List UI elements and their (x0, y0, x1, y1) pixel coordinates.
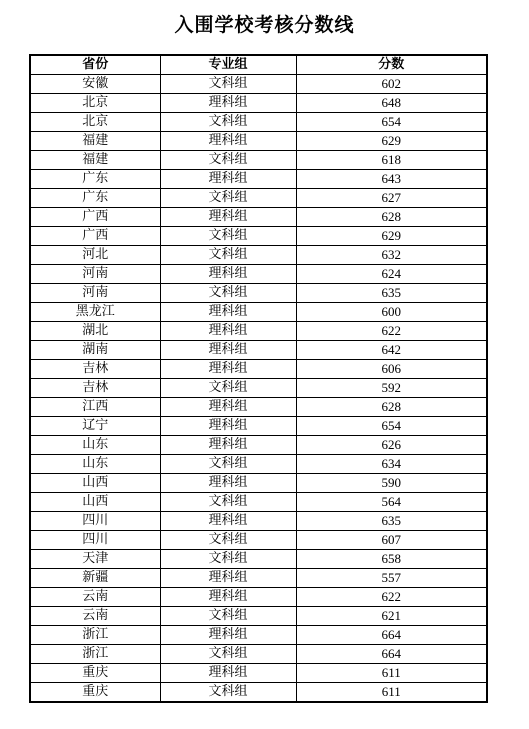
cell-province: 江西 (30, 398, 160, 417)
cell-group: 理科组 (160, 322, 296, 341)
table-row (30, 550, 487, 569)
table-row (30, 246, 487, 265)
cell-score: 622 (296, 588, 487, 607)
cell-province: 湖北 (30, 322, 160, 341)
cell-score: 629 (296, 227, 487, 246)
cell-province: 山东 (30, 436, 160, 455)
cell-score: 590 (296, 474, 487, 493)
cell-group: 理科组 (160, 94, 296, 113)
cell-group: 文科组 (160, 189, 296, 208)
cell-score: 642 (296, 341, 487, 360)
cell-score: 664 (296, 626, 487, 645)
cell-group: 理科组 (160, 341, 296, 360)
table-row (30, 94, 487, 113)
cell-score: 643 (296, 170, 487, 189)
cell-group: 理科组 (160, 417, 296, 436)
cell-score: 602 (296, 75, 487, 94)
table-row (30, 436, 487, 455)
table-row (30, 189, 487, 208)
cell-province: 四川 (30, 531, 160, 550)
cell-group: 文科组 (160, 455, 296, 474)
header-score: 分数 (296, 55, 487, 75)
cell-group: 文科组 (160, 379, 296, 398)
cell-province: 安徽 (30, 75, 160, 94)
cell-score: 654 (296, 417, 487, 436)
cell-group: 理科组 (160, 303, 296, 322)
cell-group: 理科组 (160, 398, 296, 417)
cell-score: 611 (296, 664, 487, 683)
cell-province: 山西 (30, 474, 160, 493)
cell-province: 河南 (30, 284, 160, 303)
cell-score: 634 (296, 455, 487, 474)
cell-score: 622 (296, 322, 487, 341)
table-row (30, 284, 487, 303)
cell-group: 理科组 (160, 170, 296, 189)
cell-score: 607 (296, 531, 487, 550)
cell-group: 理科组 (160, 569, 296, 588)
cell-province: 吉林 (30, 379, 160, 398)
cell-province: 北京 (30, 94, 160, 113)
cell-group: 理科组 (160, 436, 296, 455)
cell-province: 福建 (30, 151, 160, 170)
cell-province: 浙江 (30, 645, 160, 664)
table-row (30, 417, 487, 436)
cell-province: 北京 (30, 113, 160, 132)
cell-score: 628 (296, 398, 487, 417)
cell-score: 632 (296, 246, 487, 265)
table-row (30, 170, 487, 189)
table-row (30, 75, 487, 94)
cell-group: 文科组 (160, 113, 296, 132)
score-table (29, 54, 488, 703)
header-province: 省份 (30, 55, 160, 75)
cell-province: 山西 (30, 493, 160, 512)
cell-group: 理科组 (160, 626, 296, 645)
cell-group: 文科组 (160, 227, 296, 246)
cell-group: 理科组 (160, 664, 296, 683)
cell-score: 618 (296, 151, 487, 170)
cell-group: 文科组 (160, 607, 296, 626)
table-row (30, 113, 487, 132)
table-row (30, 626, 487, 645)
cell-group: 文科组 (160, 75, 296, 94)
cell-province: 黑龙江 (30, 303, 160, 322)
table-row (30, 265, 487, 284)
cell-score: 629 (296, 132, 487, 151)
table-row (30, 683, 487, 703)
cell-score: 654 (296, 113, 487, 132)
cell-province: 重庆 (30, 683, 160, 703)
table-row (30, 664, 487, 683)
cell-province: 山东 (30, 455, 160, 474)
cell-group: 理科组 (160, 265, 296, 284)
table-row (30, 512, 487, 531)
document-title: 入围学校考核分数线 (174, 14, 355, 36)
table-row (30, 493, 487, 512)
cell-score: 621 (296, 607, 487, 626)
cell-group: 文科组 (160, 493, 296, 512)
cell-group: 文科组 (160, 284, 296, 303)
cell-group: 理科组 (160, 512, 296, 531)
cell-score: 606 (296, 360, 487, 379)
cell-group: 文科组 (160, 645, 296, 664)
cell-score: 628 (296, 208, 487, 227)
table-row (30, 455, 487, 474)
cell-province: 河南 (30, 265, 160, 284)
cell-score: 564 (296, 493, 487, 512)
cell-group: 文科组 (160, 550, 296, 569)
table-row (30, 151, 487, 170)
cell-group: 理科组 (160, 474, 296, 493)
table-row (30, 360, 487, 379)
cell-score: 664 (296, 645, 487, 664)
cell-province: 吉林 (30, 360, 160, 379)
table-row (30, 645, 487, 664)
cell-province: 广西 (30, 208, 160, 227)
header-group: 专业组 (160, 55, 296, 75)
cell-province: 广西 (30, 227, 160, 246)
cell-score: 627 (296, 189, 487, 208)
cell-score: 592 (296, 379, 487, 398)
table-row (30, 398, 487, 417)
cell-group: 文科组 (160, 151, 296, 170)
cell-score: 600 (296, 303, 487, 322)
cell-province: 福建 (30, 132, 160, 151)
cell-score: 557 (296, 569, 487, 588)
cell-province: 湖南 (30, 341, 160, 360)
table-row (30, 322, 487, 341)
cell-score: 635 (296, 284, 487, 303)
table-row (30, 474, 487, 493)
cell-group: 文科组 (160, 531, 296, 550)
cell-province: 浙江 (30, 626, 160, 645)
cell-province: 重庆 (30, 664, 160, 683)
cell-score: 635 (296, 512, 487, 531)
cell-group: 理科组 (160, 208, 296, 227)
table-header-row (30, 55, 487, 75)
table-row (30, 569, 487, 588)
cell-group: 理科组 (160, 588, 296, 607)
table-row (30, 303, 487, 322)
cell-province: 云南 (30, 607, 160, 626)
cell-province: 新疆 (30, 569, 160, 588)
cell-province: 云南 (30, 588, 160, 607)
cell-score: 624 (296, 265, 487, 284)
table-row (30, 588, 487, 607)
cell-score: 626 (296, 436, 487, 455)
cell-province: 辽宁 (30, 417, 160, 436)
cell-group: 理科组 (160, 360, 296, 379)
cell-score: 658 (296, 550, 487, 569)
cell-province: 广东 (30, 189, 160, 208)
table-row (30, 208, 487, 227)
table-row (30, 227, 487, 246)
cell-province: 四川 (30, 512, 160, 531)
table-row (30, 379, 487, 398)
table-row (30, 341, 487, 360)
table-row (30, 132, 487, 151)
table-row (30, 607, 487, 626)
cell-group: 理科组 (160, 132, 296, 151)
cell-score: 648 (296, 94, 487, 113)
cell-province: 河北 (30, 246, 160, 265)
table-row (30, 531, 487, 550)
cell-province: 广东 (30, 170, 160, 189)
cell-province: 天津 (30, 550, 160, 569)
table-body (30, 75, 487, 703)
cell-score: 611 (296, 683, 487, 703)
cell-group: 文科组 (160, 683, 296, 703)
cell-group: 文科组 (160, 246, 296, 265)
